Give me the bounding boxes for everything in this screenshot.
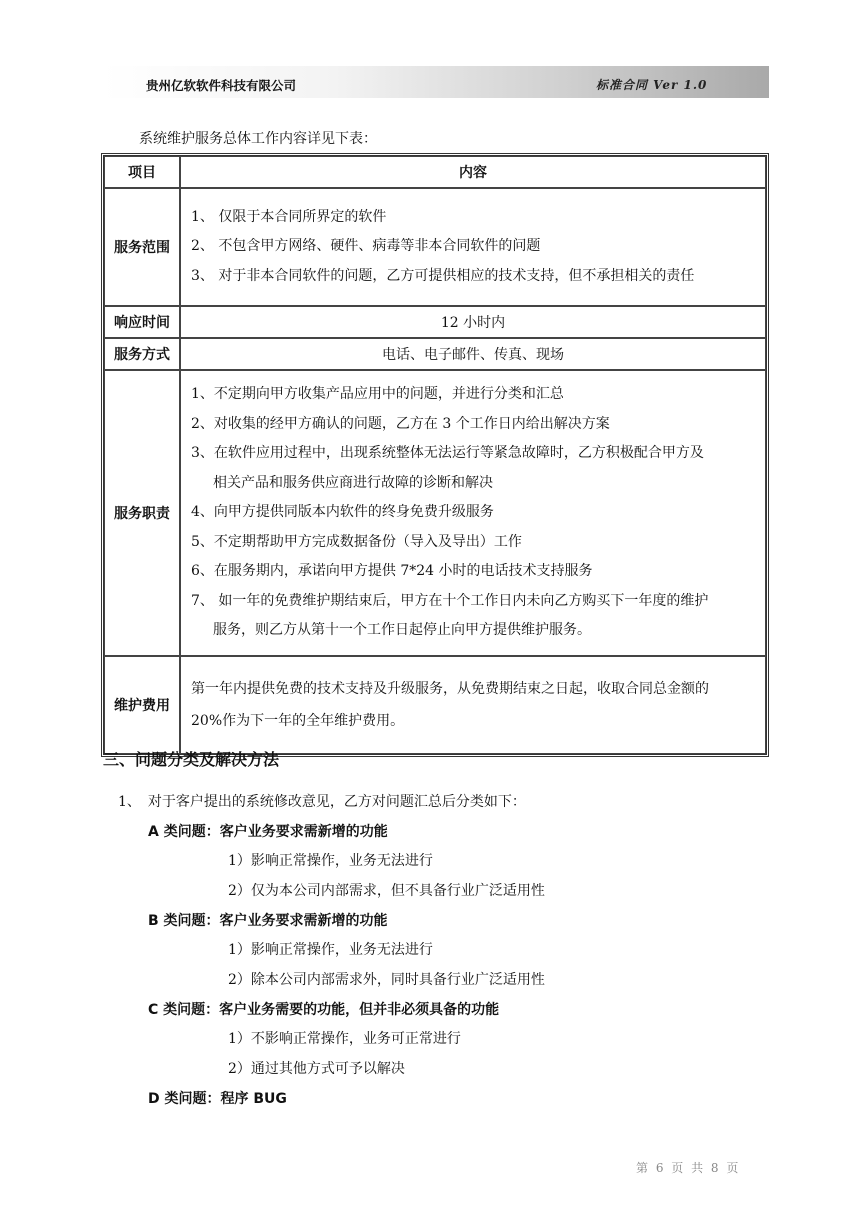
category-c-item: 1）不影响正常操作，业务可正常进行: [228, 1031, 461, 1047]
scope-label: 服务范围: [104, 188, 180, 306]
scope-item: 1、 仅限于本合同所界定的软件: [191, 208, 387, 225]
header-content: 内容: [180, 156, 766, 188]
scope-content: [180, 188, 766, 306]
response-value: 12 小时内: [180, 306, 766, 338]
scope-item: 3、 对于非本合同软件的问题，乙方可提供相应的技术支持，但不承担相关的责任: [191, 267, 695, 284]
category-d-title: D 类问题：程序 BUG: [148, 1091, 287, 1107]
category-b-item: 2）除本公司内部需求外，同时具备行业广泛适用性: [228, 972, 545, 988]
fee-line: 20%作为下一年的全年维护费用。: [191, 713, 405, 729]
fee-line: 第一年内提供免费的技术支持及升级服务，从免费期结束之日起，收取合同总金额的: [191, 681, 709, 697]
paragraph-intro: 1、 对于客户提出的系统修改意见，乙方对问题汇总后分类如下：: [118, 794, 526, 810]
row-duties: [104, 370, 766, 656]
category-c-item: 2）通过其他方式可予以解决: [228, 1061, 405, 1077]
category-a-item: 1）影响正常操作，业务无法进行: [228, 853, 433, 869]
page-number: 第 6 页 共 8 页: [636, 1161, 741, 1175]
duty-item: 2、对收集的经甲方确认的问题，乙方在 3 个工作日内给出解决方案: [191, 415, 610, 432]
category-a-item: 2）仅为本公司内部需求，但不具备行业广泛适用性: [228, 883, 545, 899]
header-item: 项目: [104, 156, 180, 188]
duty-item-cont: 服务，则乙方从第十一个工作日起停止向甲方提供维护服务。: [213, 622, 591, 639]
table-header-row: [104, 156, 766, 188]
duties-content: [180, 370, 766, 656]
duty-item-cont: 相关产品和服务供应商进行故障的诊断和解决: [213, 474, 493, 491]
category-b-item: 1）影响正常操作，业务无法进行: [228, 942, 433, 958]
section-title: 三、问题分类及解决方法: [103, 750, 280, 769]
duties-label: 服务职责: [104, 370, 180, 656]
category-b-title: B 类问题：客户业务要求需新增的功能: [148, 913, 388, 929]
method-value: 电话、电子邮件、传真、现场: [180, 338, 766, 370]
duty-item: 7、 如一年的免费维护期结束后，甲方在十个工作日内未向乙方购买下一年度的维护: [191, 592, 709, 609]
intro-text: 系统维护服务总体工作内容详见下表：: [139, 131, 377, 147]
fee-label: 维护费用: [104, 656, 180, 754]
duty-item: 6、在服务期内，承诺向甲方提供 7*24 小时的电话技术支持服务: [191, 563, 593, 580]
row-method: [104, 338, 766, 370]
header-version: 标准合同 Ver 1.0: [596, 78, 708, 92]
category-c-title: C 类问题：客户业务需要的功能，但并非必须具备的功能: [148, 1002, 500, 1018]
row-fee: [104, 656, 766, 754]
duty-item: 1、不定期向甲方收集产品应用中的问题，并进行分类和汇总: [191, 386, 564, 403]
header-company: 贵州亿软软件科技有限公司: [146, 78, 297, 93]
row-scope: [104, 188, 766, 306]
duty-item: 3、在软件应用过程中，出现系统整体无法运行等紧急故障时，乙方积极配合甲方及: [191, 445, 704, 462]
fee-content: [180, 656, 766, 754]
scope-item: 2、 不包含甲方网络、硬件、病毒等非本合同软件的问题: [191, 238, 541, 255]
method-label: 服务方式: [104, 338, 180, 370]
category-a-title: A 类问题：客户业务要求需新增的功能: [148, 824, 388, 840]
response-label: 响应时间: [104, 306, 180, 338]
row-response: [104, 306, 766, 338]
service-table: [101, 153, 769, 757]
duty-item: 4、向甲方提供同版本内软件的终身免费升级服务: [191, 504, 494, 521]
duty-item: 5、不定期帮助甲方完成数据备份（导入及导出）工作: [191, 533, 522, 550]
